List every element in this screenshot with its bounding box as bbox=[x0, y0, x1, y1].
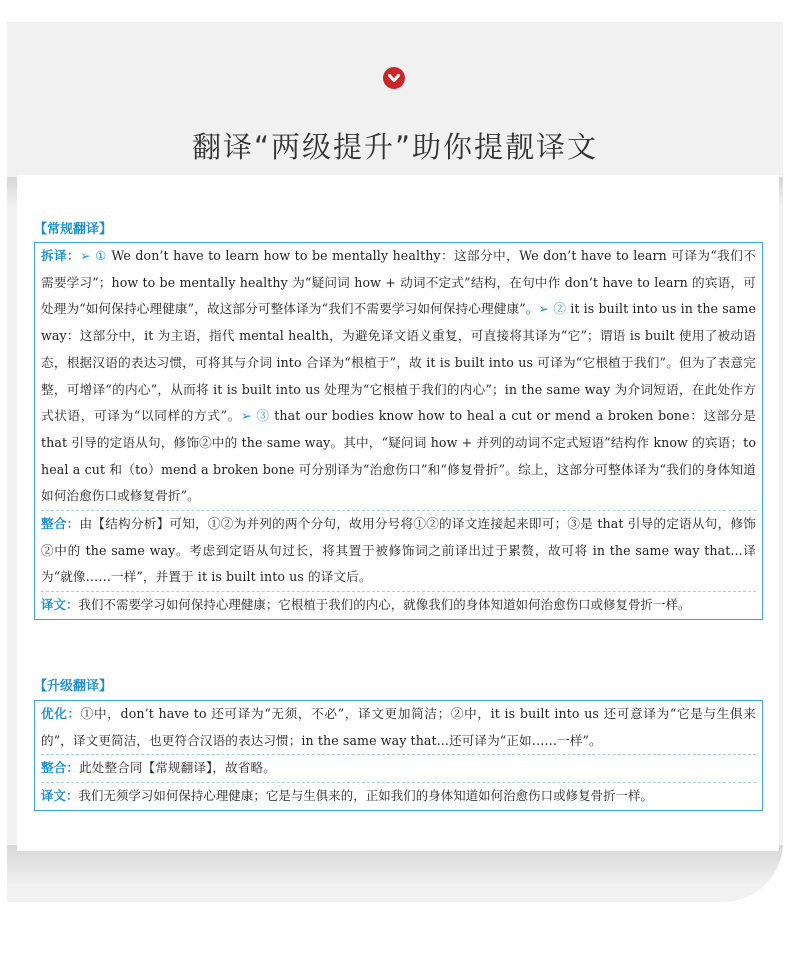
integration-paragraph bbox=[41, 754, 756, 782]
content-card bbox=[17, 175, 779, 851]
integration-tag: 整合： bbox=[41, 760, 80, 776]
step-marker: ➢ ② bbox=[538, 301, 567, 317]
upgraded-translation-box bbox=[34, 700, 763, 811]
integration-paragraph bbox=[41, 510, 756, 591]
translation-paragraph bbox=[41, 591, 756, 619]
translation-tag: 译文： bbox=[41, 597, 79, 613]
step-marker: ➢ ③ bbox=[240, 408, 270, 424]
step-text: that our bodies know how to heal a cut or mend a broken bone：这部分是 that 引导的定语从句，修饰②中的 the same way。其中，“疑问词 how + 并列的动词不定式短语”结构作 know 的宾语；to heal a cut 和（to）mend a broken bone 可分别译为“治愈伤口”和“修复骨折”。综上，这部分可整体译为“我们的身体知道如何治愈伤口或修复骨折”。 bbox=[41, 408, 757, 504]
upgraded-translation-label: 【升级翻译】 bbox=[34, 679, 113, 694]
breakdown-paragraph bbox=[41, 243, 756, 510]
optimize-tag: 优化： bbox=[41, 706, 81, 721]
translation-text: 我们无须学习如何保持心理健康；它是与生俱来的，正如我们的身体知道如何治愈伤口或修复骨折一样。 bbox=[78, 788, 654, 804]
step-text: it is built into us in the same way：这部分中，it 为主语，指代 mental health，为避免译文语义重复，可直接将其译为“它”；谓语 is built 使用了被动语态，根据汉语的表达习惯，可将其与介词 into 合译为“根植于”，故 it is built into us 可译为“它根植于我们”。但为了表意完整，可增译“的内心”，从而将 it is built into us 处理为“它根植于我们的内心”；in the same way 为介词短语，在此处作方式状语，可译为“以同样的方式”。 bbox=[41, 301, 756, 424]
regular-translation-label: 【常规翻译】 bbox=[34, 222, 113, 237]
breakdown-tag: 拆译： bbox=[41, 248, 81, 263]
regular-translation-box bbox=[34, 242, 763, 620]
translation-tag: 译文： bbox=[41, 788, 79, 804]
integration-tag: 整合： bbox=[41, 516, 80, 532]
optimize-text: ①中，don’t have to 还可译为“无须，不必”，译文更加简洁；②中，it is built into us 还可意译为“它是与生俱来的”，译文更简洁，也更符合汉语的表达习惯；in the same way that...还可译为“正如……一样”。 bbox=[41, 706, 757, 748]
footer-shadow bbox=[7, 845, 783, 885]
translation-paragraph bbox=[41, 782, 756, 810]
integration-text: 此处整合同【常规翻译】，故省略。 bbox=[79, 760, 276, 776]
page-frame bbox=[7, 22, 783, 902]
optimize-paragraph bbox=[41, 701, 756, 754]
step-marker: ➢ ① bbox=[80, 248, 107, 263]
integration-text: 由【结构分析】可知，①②为并列的两个分句，故用分号将①②的译文连接起来即可；③是 that 引导的定语从句，修饰②中的 the same way。考虑到定语从句过长，将其置于被修饰词之前译出过于累赘，故可将 in the same way that...译为“就像……一样”，并置于 it is built into us 的译文后。 bbox=[41, 516, 756, 585]
step-text: We don’t have to learn how to be mentally healthy：这部分中，We don’t have to learn 可译为“我们不需要学习”；how to be mentally healthy 为“疑问词 how + 动词不定式”结构，在句中作 don’t have to learn 的宾语，可处理为“如何保持心理健康”，故这部分可整体译为“我们不需要学习如何保持心理健康”。 bbox=[41, 248, 756, 317]
chevron-down-circle-icon bbox=[383, 67, 405, 89]
translation-text: 我们不需要学习如何保持心理健康；它根植于我们的内心，就像我们的身体知道如何治愈伤口或修复骨折一样。 bbox=[78, 597, 691, 613]
page-title: 翻译“两级提升”助你提靓译文 bbox=[191, 130, 599, 164]
